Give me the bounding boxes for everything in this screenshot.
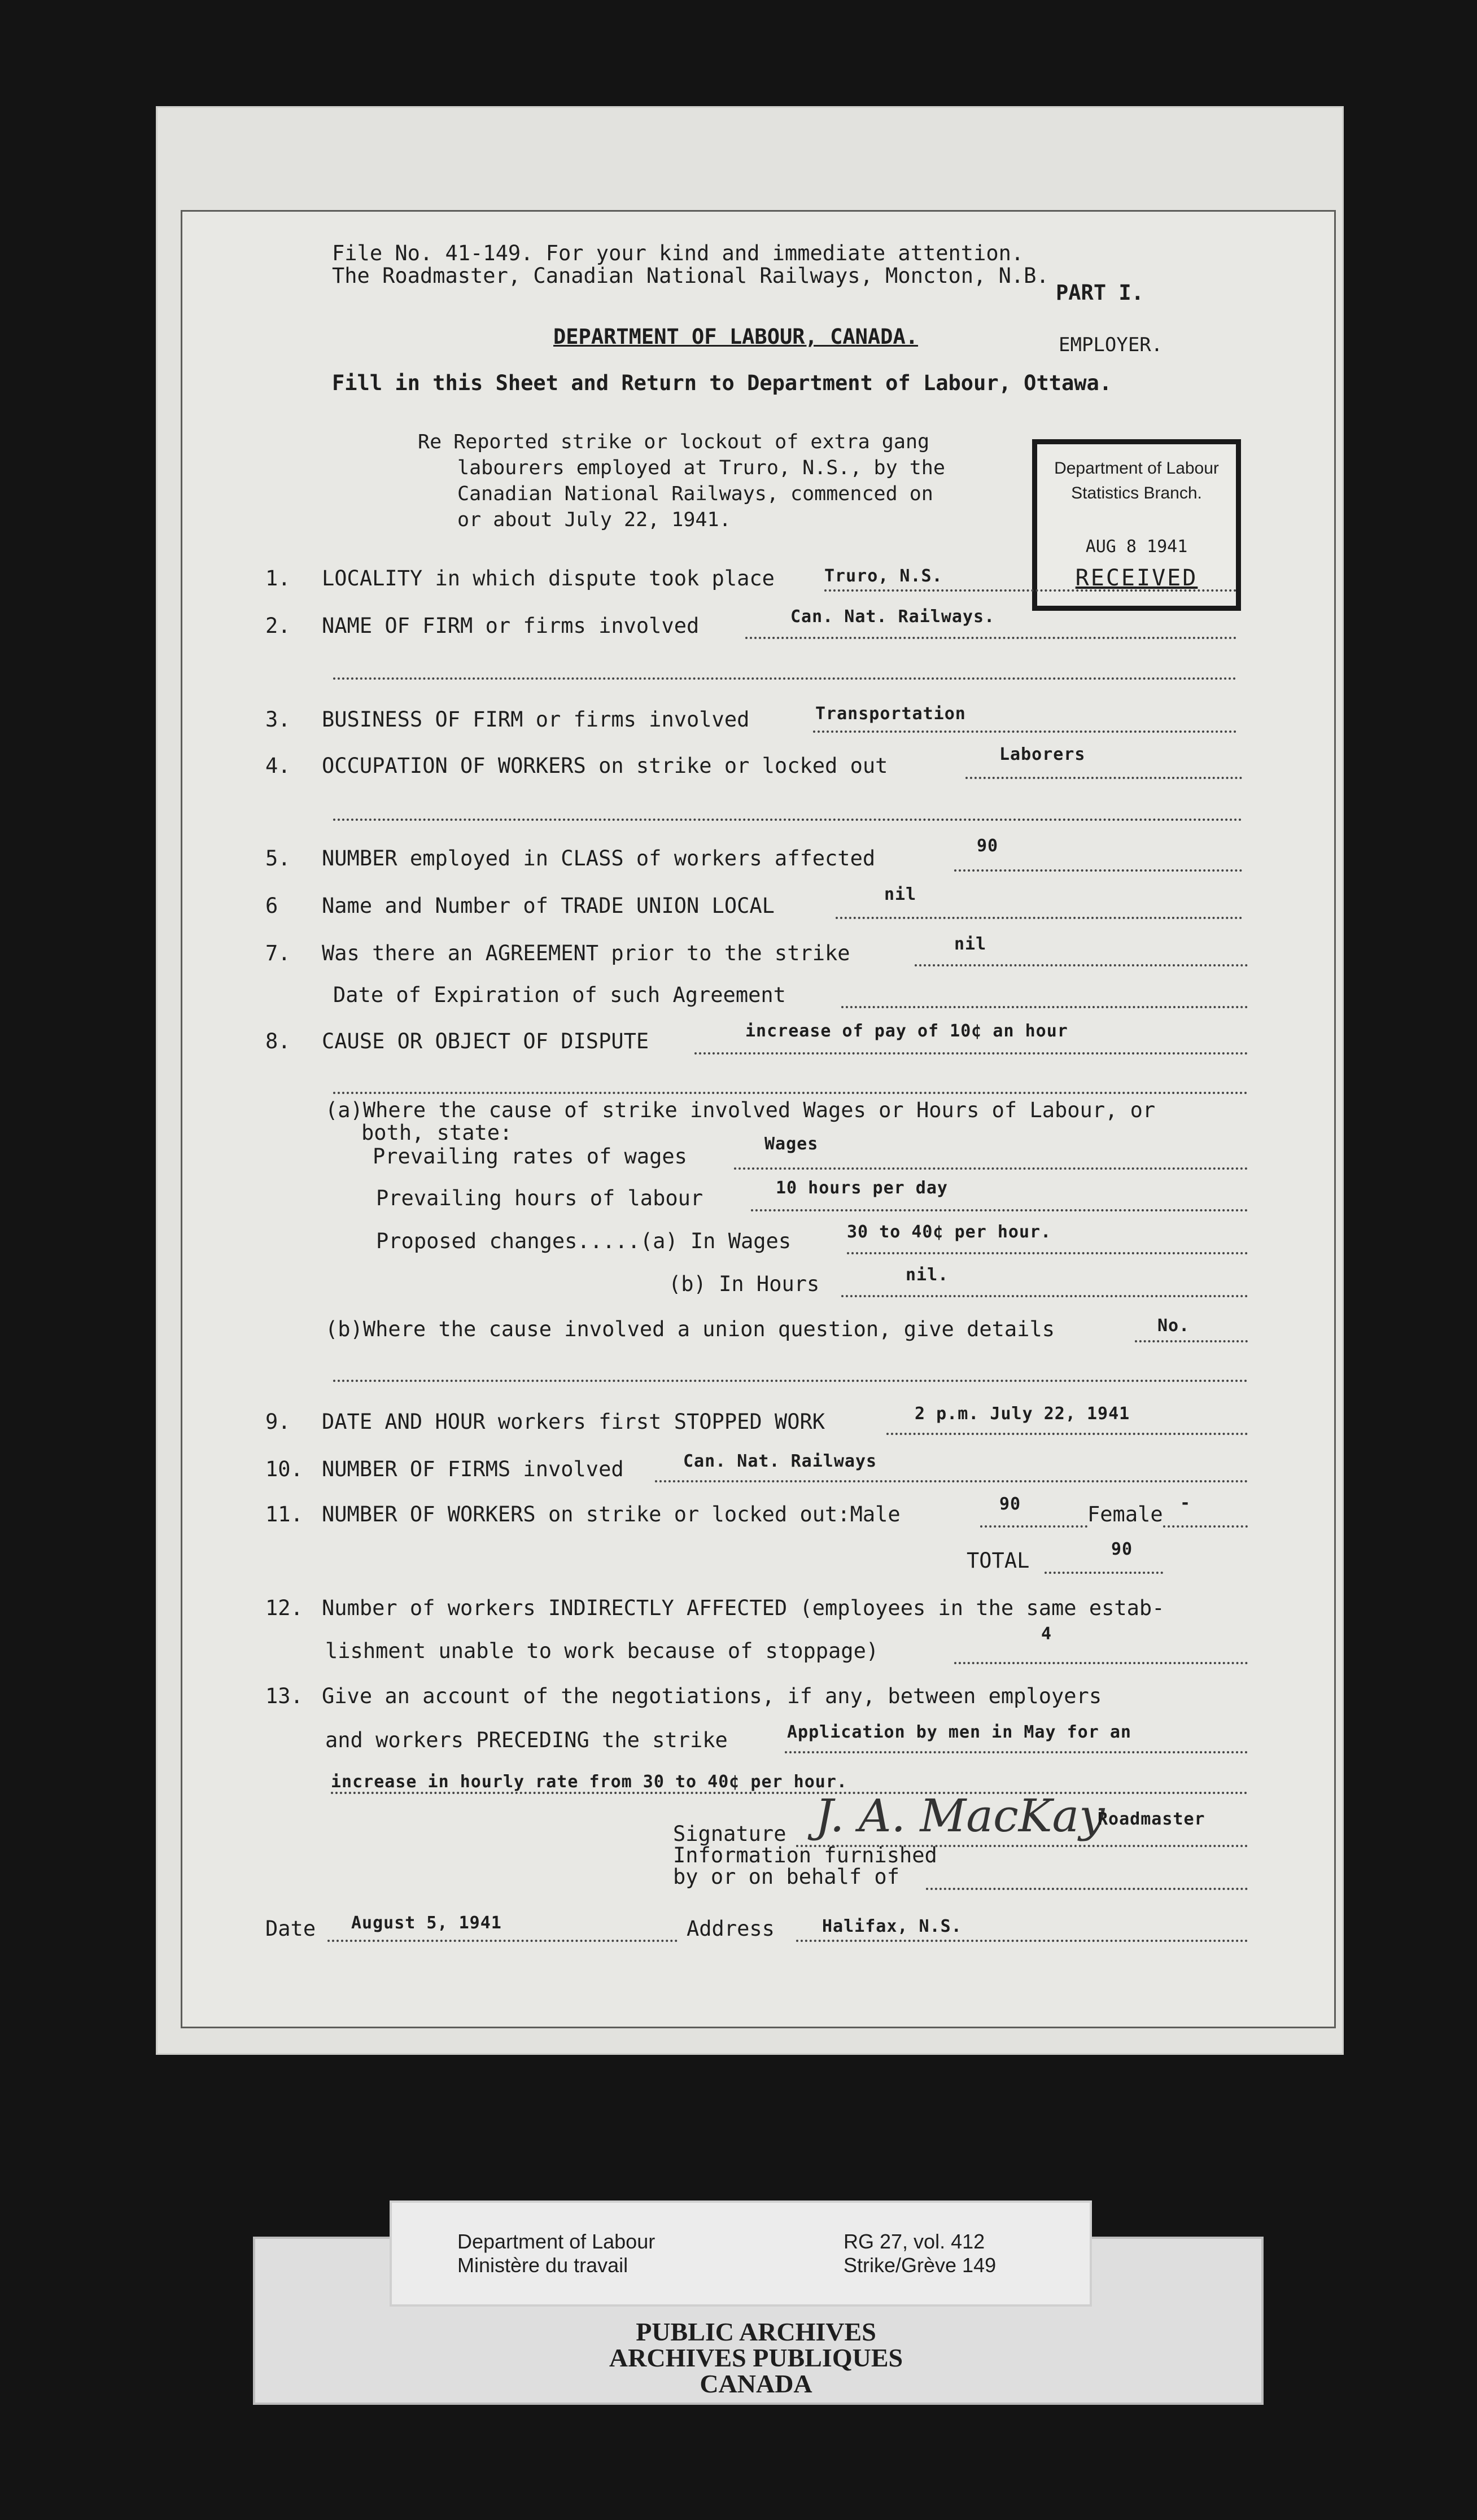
rates-value: Wages	[764, 1134, 819, 1154]
q6-number: 6	[265, 894, 278, 918]
q13-line-2	[331, 1792, 1248, 1794]
q13-line	[785, 1751, 1248, 1753]
q12-label-2: lishment unable to work because of stoppage)	[325, 1639, 879, 1663]
q13-label-2: and workers PRECEDING the strike	[325, 1728, 728, 1752]
q6-value: nil	[884, 885, 917, 904]
q9-line	[886, 1433, 1248, 1435]
q10-value: Can. Nat. Railways	[683, 1451, 877, 1471]
inhours-value: nil.	[906, 1265, 949, 1285]
q10-label: NUMBER OF FIRMS involved	[322, 1457, 624, 1481]
q9-number: 9.	[265, 1410, 291, 1434]
hours-line	[751, 1209, 1248, 1211]
address-label: Address	[687, 1917, 775, 1941]
q3-value: Transportation	[815, 704, 966, 724]
re-line-4: or about July 22, 1941.	[457, 509, 731, 531]
q8b-line-2	[333, 1380, 1248, 1382]
q13-value-1: Application by men in May for an	[787, 1722, 1131, 1742]
signature-line	[796, 1845, 1248, 1847]
signature-title: Roadmaster	[1098, 1809, 1205, 1829]
female-label: Female	[1087, 1502, 1163, 1526]
archives-ref-2: Strike/Grève 149	[844, 2254, 997, 2277]
q5-value: 90	[977, 836, 999, 856]
q6-label: Name and Number of TRADE UNION LOCAL	[322, 894, 775, 918]
q6-line	[836, 917, 1242, 919]
q12-number: 12.	[265, 1596, 303, 1620]
q10-number: 10.	[265, 1457, 303, 1481]
stamp-line-2: Statistics Branch.	[1071, 484, 1202, 502]
q8b-line	[1135, 1340, 1248, 1342]
q2-value: Can. Nat. Railways.	[790, 607, 995, 627]
q5-number: 5.	[265, 846, 291, 870]
q2-line	[745, 637, 1236, 639]
header-line-2: The Roadmaster, Canadian National Railways, Moncton, N.B.	[332, 264, 1049, 288]
q2-number: 2.	[265, 614, 291, 638]
stamp-date: AUG 8 1941	[1085, 537, 1188, 557]
inhours-label: (b) In Hours	[668, 1272, 820, 1296]
q1-number: 1.	[265, 566, 291, 590]
proposed-value: 30 to 40¢ per hour.	[847, 1222, 1052, 1242]
hours-label: Prevailing hours of labour	[376, 1186, 703, 1210]
hours-value: 10 hours per day	[776, 1178, 948, 1198]
re-line-3: Canadian National Railways, commenced on	[457, 483, 933, 505]
address-value: Halifax, N.S.	[822, 1917, 962, 1936]
q8-number: 8.	[265, 1029, 291, 1053]
q4-line	[965, 777, 1242, 779]
q8-value: increase of pay of 10¢ an hour	[745, 1021, 1068, 1041]
part-label: PART I.	[1056, 281, 1144, 305]
proposed-label: Proposed changes.....(a) In Wages	[376, 1229, 792, 1253]
q3-label: BUSINESS OF FIRM or firms involved	[322, 707, 750, 732]
q1-value: Truro, N.S.	[824, 566, 943, 586]
rates-line	[734, 1167, 1248, 1170]
q4-number: 4.	[265, 754, 291, 778]
proposed-line	[847, 1252, 1248, 1254]
q12-label-1: Number of workers INDIRECTLY AFFECTED (employees in the same estab-	[322, 1596, 1165, 1620]
total-value: 90	[1111, 1539, 1133, 1559]
q7-number: 7.	[265, 941, 291, 965]
department-title: DEPARTMENT OF LABOUR, CANADA.	[553, 325, 919, 349]
inhours-line	[841, 1295, 1248, 1297]
q2-label: NAME OF FIRM or firms involved	[322, 614, 700, 638]
date-value: August 5, 1941	[351, 1913, 502, 1933]
q3-line	[813, 730, 1236, 733]
q7-label: Was there an AGREEMENT prior to the strike	[322, 941, 850, 965]
q8a-label-1: (a)Where the cause of strike involved Wages or Hours of Labour, or	[325, 1098, 1156, 1122]
q11-label: NUMBER OF WORKERS on strike or locked out:Male	[322, 1502, 901, 1526]
q7-line	[915, 964, 1248, 966]
on-behalf-line	[926, 1888, 1248, 1890]
date-label: Date	[265, 1917, 316, 1941]
stamp-received: RECEIVED	[1075, 565, 1198, 591]
q8-line-2	[333, 1092, 1248, 1094]
archives-dept-en: Department of Labour	[457, 2230, 656, 2253]
q12-value: 4	[1041, 1624, 1052, 1644]
archives-canada: CANADA	[700, 2369, 812, 2398]
on-behalf-label: by or on behalf of	[673, 1865, 899, 1889]
employer-label: EMPLOYER.	[1059, 334, 1163, 356]
q7b-label: Date of Expiration of such Agreement	[333, 983, 786, 1007]
address-line	[796, 1940, 1248, 1942]
female-line	[1163, 1525, 1248, 1528]
q4-value: Laborers	[999, 745, 1086, 764]
signature-label: Signature	[673, 1822, 786, 1846]
q12-line	[954, 1662, 1248, 1664]
re-line-1: Re Reported strike or lockout of extra gang	[418, 431, 930, 453]
date-line	[327, 1940, 678, 1942]
total-line	[1045, 1572, 1163, 1574]
archives-public: PUBLIC ARCHIVES	[636, 2317, 876, 2346]
info-furnished-label: Information furnished	[673, 1843, 937, 1867]
q5-line	[954, 869, 1242, 872]
q8b-label: (b)Where the cause involved a union question, give details	[325, 1317, 1055, 1341]
female-value: -	[1180, 1493, 1191, 1513]
q3-number: 3.	[265, 707, 291, 732]
q11-number: 11.	[265, 1502, 303, 1526]
q8-label: CAUSE OR OBJECT OF DISPUTE	[322, 1029, 649, 1053]
q9-label: DATE AND HOUR workers first STOPPED WORK	[322, 1410, 825, 1434]
q1-line	[824, 589, 1236, 592]
q7-value: nil	[954, 934, 987, 954]
male-value: 90	[999, 1494, 1021, 1514]
re-line-2: labourers employed at Truro, N.S., by the	[457, 457, 945, 479]
archives-dept-fr: Ministère du travail	[457, 2254, 628, 2277]
instruction-line: Fill in this Sheet and Return to Department of Labour, Ottawa.	[332, 371, 1112, 395]
male-line	[980, 1525, 1087, 1528]
archives-publiques: ARCHIVES PUBLIQUES	[609, 2343, 903, 2372]
header-line-1: File No. 41-149. For your kind and immediate attention.	[332, 241, 1024, 265]
received-stamp	[1032, 439, 1241, 611]
handwritten-signature: J. A. MacKay	[815, 1790, 1105, 1842]
q8a-label-2: both, state:	[361, 1121, 513, 1145]
q13-value-2: increase in hourly rate from 30 to 40¢ per hour.	[331, 1772, 847, 1792]
stamp-line-1: Department of Labour	[1054, 459, 1219, 478]
q8-line	[694, 1052, 1248, 1055]
rates-label: Prevailing rates of wages	[373, 1144, 687, 1169]
q1-label: LOCALITY in which dispute took place	[322, 566, 775, 590]
q2-line-2	[333, 677, 1236, 680]
total-label: TOTAL	[967, 1548, 1030, 1573]
q13-label-1: Give an account of the negotiations, if any, between employers	[322, 1684, 1102, 1708]
q4-line-2	[333, 819, 1242, 821]
q10-line	[655, 1480, 1248, 1482]
archives-ref-1: RG 27, vol. 412	[844, 2230, 985, 2253]
q7b-line	[841, 1006, 1248, 1008]
q8b-value: No.	[1157, 1316, 1190, 1336]
q4-label: OCCUPATION OF WORKERS on strike or locked out	[322, 754, 888, 778]
q13-number: 13.	[265, 1684, 303, 1708]
q9-value: 2 p.m. July 22, 1941	[915, 1404, 1130, 1424]
q5-label: NUMBER employed in CLASS of workers affected	[322, 846, 876, 870]
